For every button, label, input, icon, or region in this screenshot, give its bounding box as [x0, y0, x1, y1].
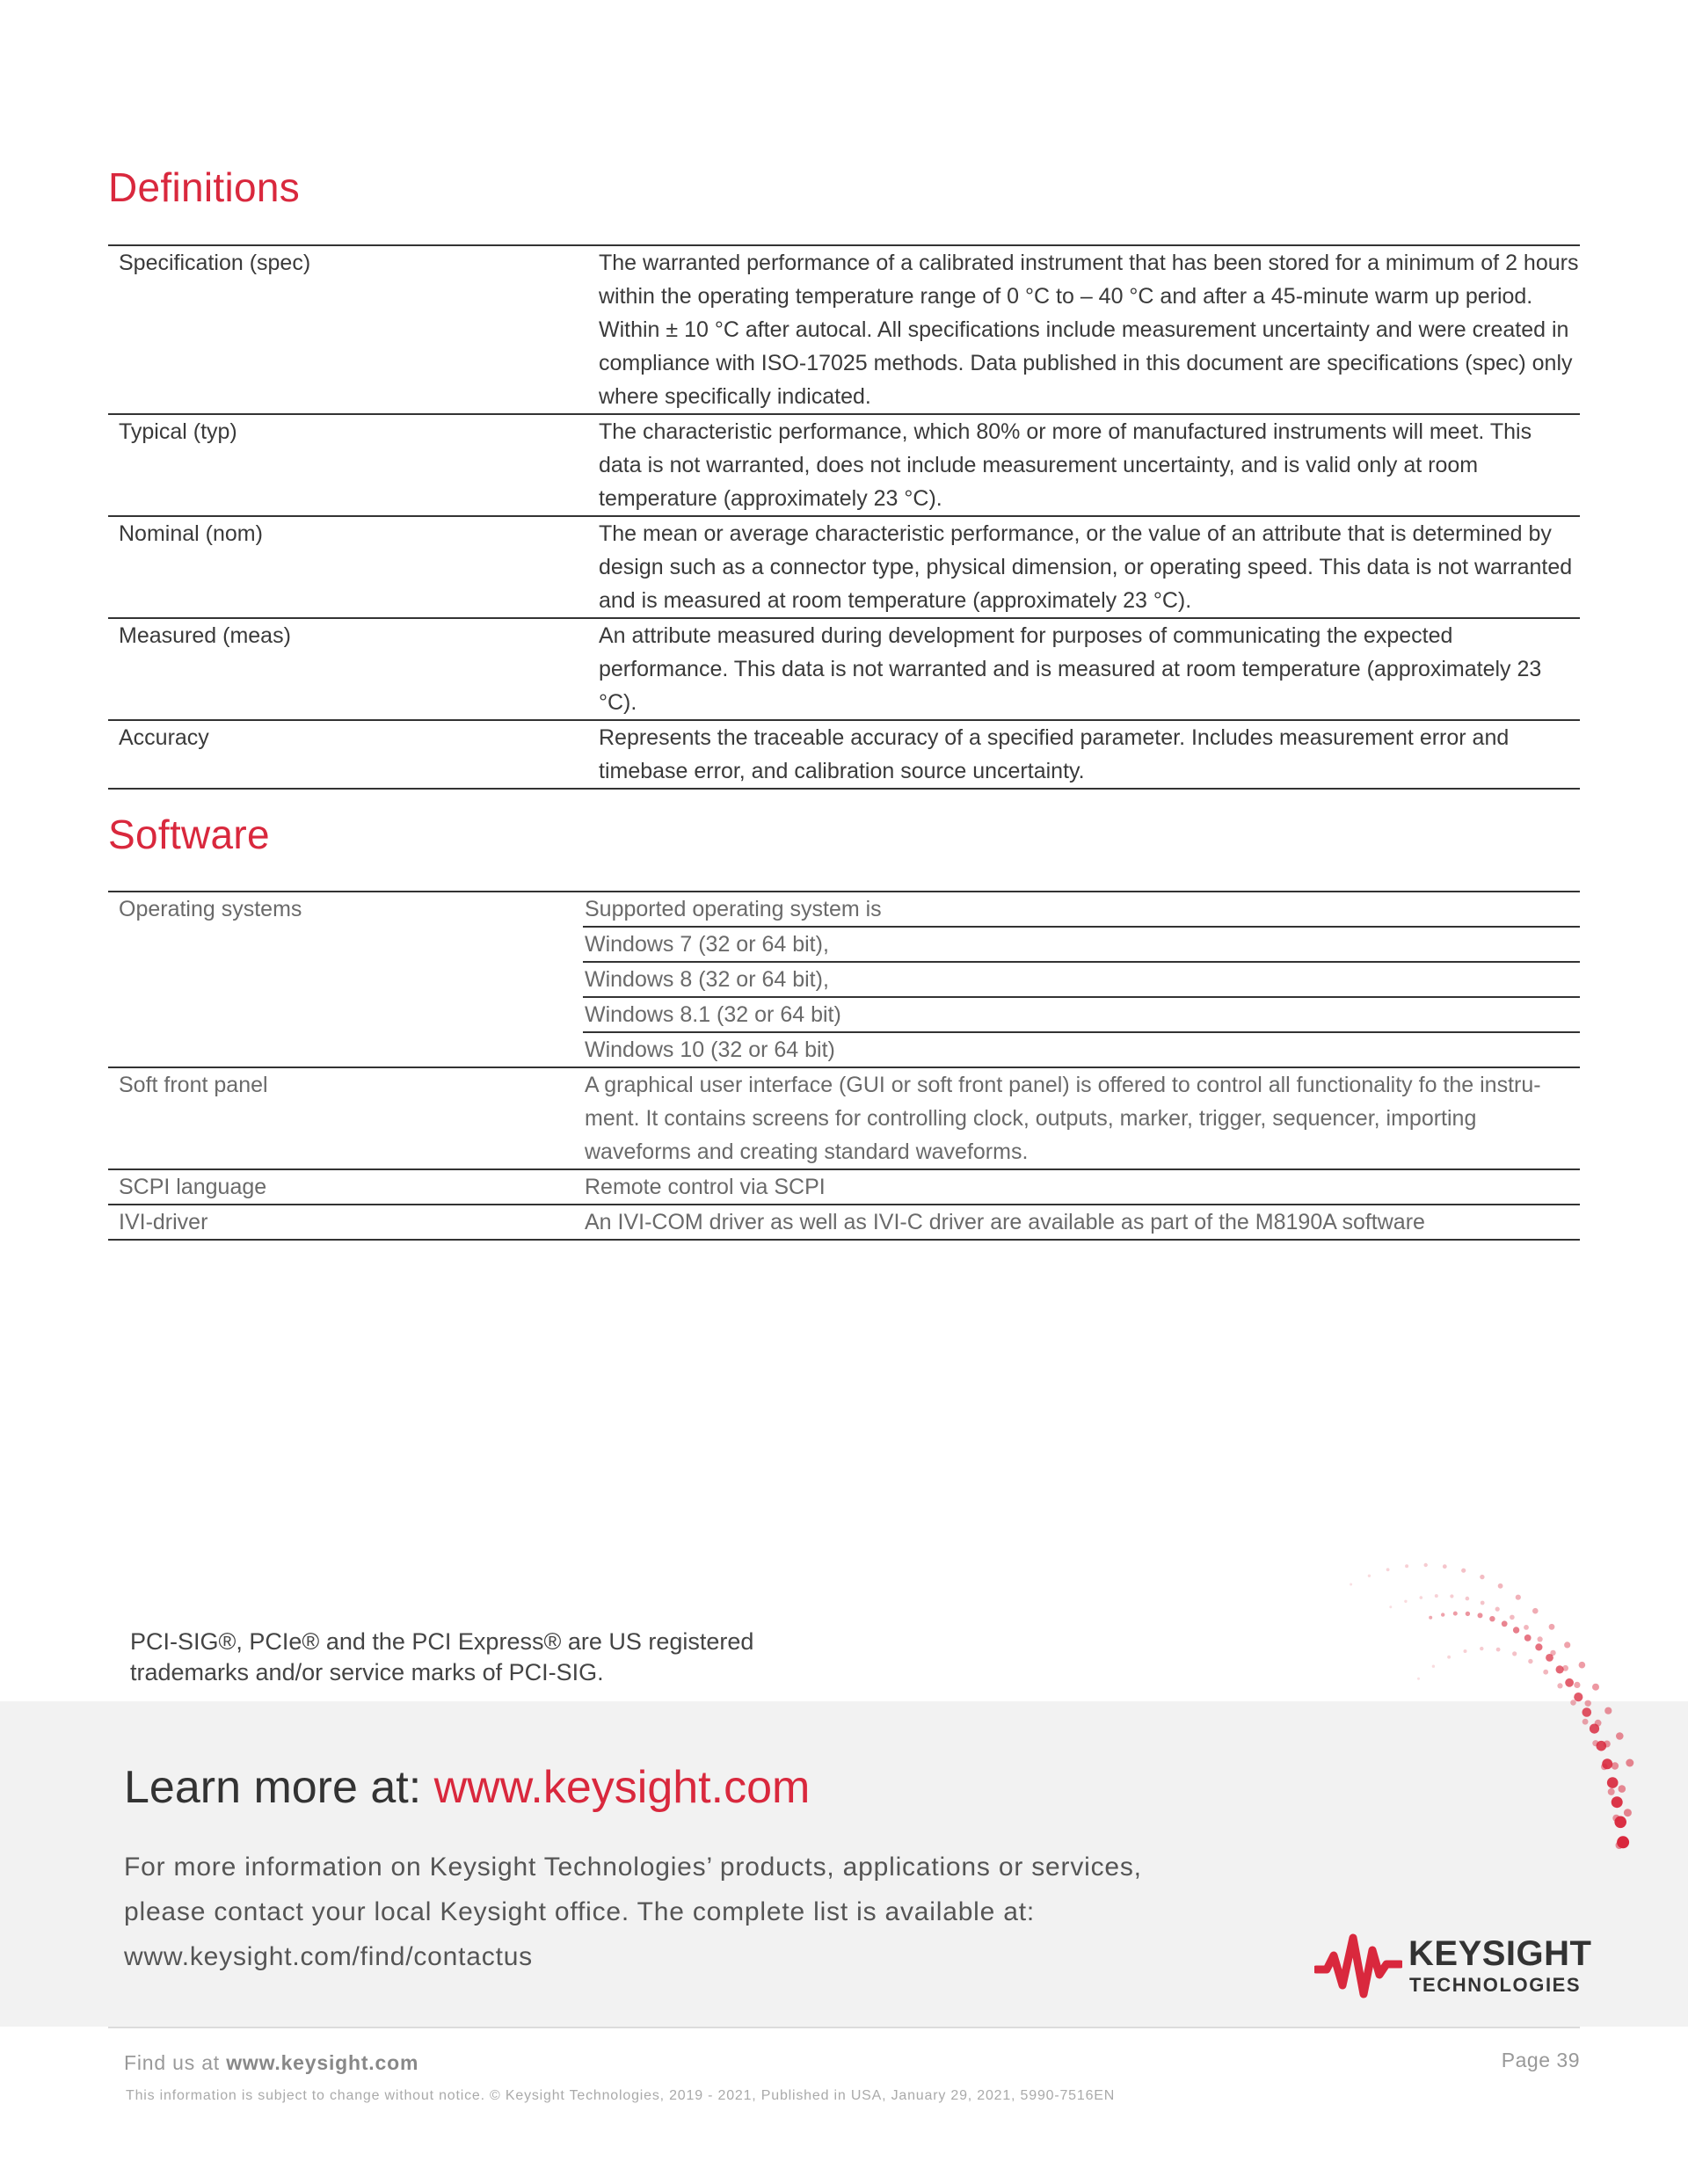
decorative-dot — [1612, 1796, 1623, 1808]
decorative-dot — [1510, 1615, 1515, 1620]
term-cell: Operating systems — [119, 897, 302, 921]
keysight-logo — [1314, 1931, 1592, 2001]
decorative-dot — [1532, 1608, 1539, 1614]
description-cell: Remote control via SCPI — [585, 1175, 826, 1199]
decorative-dot — [1524, 1634, 1532, 1642]
decorative-dot — [1429, 1616, 1432, 1620]
term-cell: Accuracy — [119, 725, 209, 750]
decorative-dot — [1466, 1612, 1470, 1616]
decorative-dot — [1626, 1759, 1633, 1767]
decorative-dot — [1417, 1678, 1420, 1680]
find-us-link[interactable]: www.keysight.com — [226, 2051, 419, 2074]
description-cell: The warranted performance of a calibrated instrument that has been stored for a minimum of 2 hours within the operating temperature range of 0 °C to – 40 °C and after a 45-minute warm up period. Within ± 10 °C after autocal. All specifications include measurement uncertainty and were created in compliance with ISO-17025 methods. Data published in this document are specifications (spec) only where specifically indicated. — [599, 251, 1579, 409]
decorative-dot — [1498, 1583, 1503, 1589]
description-cell: A graphical user interface (GUI or soft front panel) is offered to control all functionality fo the instru-ment. It contains screens for controlling clock, outputs, marker, trigger, sequencer, importing waveforms and creating standard waveforms. — [585, 1073, 1541, 1164]
decorative-dot — [1489, 1616, 1495, 1621]
software-table — [108, 891, 1580, 1241]
decorative-dot — [1432, 1665, 1435, 1668]
term-cell: Nominal (nom) — [119, 521, 263, 546]
definitions-title: Definitions — [108, 164, 301, 210]
decorative-dot — [1604, 1741, 1611, 1748]
decorative-dot — [1564, 1642, 1570, 1648]
decorative-dot — [1592, 1684, 1599, 1691]
table-row — [108, 1169, 1580, 1205]
decorative-dot — [1386, 1568, 1390, 1571]
decorative-dot — [1616, 1841, 1624, 1849]
os-list-cell — [583, 892, 1580, 1067]
decorative-dot — [1612, 1815, 1619, 1822]
decorative-dot — [1604, 1707, 1612, 1714]
decorative-dot — [1466, 1597, 1470, 1601]
description-cell: The mean or average characteristic performance, or the value of an attribute that is determined by design such as a connector type, physical dimension, or operating speed. This data is not warranted and is measured at room temperature (approximately 23 °C). — [599, 521, 1573, 613]
description-cell: The characteristic performance, which 80% or more of manufactured instruments will meet. This data is not warranted, does not include measurement uncertainty, and is valid only at room temperature (approximately 23 °C). — [599, 419, 1532, 511]
decorative-dot — [1579, 1662, 1586, 1669]
decorative-dot — [1461, 1569, 1466, 1573]
logo-subtitle: TECHNOLOGIES — [1409, 1974, 1582, 1996]
decorative-dot — [1550, 1650, 1555, 1656]
os-line: Windows 7 (32 or 64 bit), — [583, 928, 1580, 963]
decorative-dot — [1557, 1683, 1562, 1688]
description-cell: Represents the traceable accuracy of a specified parameter. Includes measurement error and timebase error, and calibration source uncertainty. — [599, 725, 1510, 783]
table-row — [108, 1205, 1580, 1240]
decorative-dot — [1582, 1707, 1592, 1717]
table-row — [108, 516, 1580, 618]
contact-link[interactable]: www.keysight.com/find/contactus — [124, 1942, 533, 1971]
decorative-dot — [1582, 1719, 1589, 1725]
decorative-dot — [1513, 1627, 1519, 1633]
term-cell: SCPI language — [119, 1175, 267, 1199]
decorative-dot — [1556, 1665, 1564, 1673]
decorative-dot — [1585, 1700, 1591, 1707]
logo-name: KEYSIGHT — [1408, 1934, 1592, 1973]
decorative-dot — [1404, 1600, 1407, 1603]
decorative-dot — [1478, 1613, 1483, 1618]
decorative-dot — [1574, 1682, 1580, 1688]
decorative-dot — [1435, 1594, 1438, 1598]
decorative-dots-graphic — [1231, 1398, 1688, 1855]
decorative-dot — [1565, 1678, 1574, 1687]
learn-more-prefix: Learn more at: — [124, 1762, 434, 1813]
term-cell: Measured (meas) — [119, 623, 291, 648]
term-cell: Typical (typ) — [119, 419, 237, 444]
decorative-dot — [1495, 1607, 1500, 1612]
decorative-dot — [1592, 1740, 1598, 1746]
footer-divider — [108, 2027, 1580, 2028]
decorative-dot — [1368, 1575, 1371, 1577]
decorative-dot — [1570, 1700, 1576, 1706]
trademark-notice — [130, 1627, 798, 1688]
decorative-dot — [1612, 1762, 1619, 1769]
os-line: Supported operating system is — [583, 892, 1580, 928]
decorative-dot — [1443, 1564, 1447, 1569]
software-title: Software — [108, 812, 270, 857]
decorative-dot — [1528, 1659, 1532, 1663]
page-number: Page 39 — [1501, 2049, 1580, 2071]
term-cell: Specification (spec) — [119, 251, 311, 275]
decorative-dot — [1450, 1594, 1453, 1598]
decorative-dot — [1464, 1649, 1467, 1653]
decorative-dot — [1549, 1624, 1555, 1630]
decorative-dot — [1441, 1613, 1444, 1616]
decorative-dot — [1595, 1720, 1602, 1727]
find-us-prefix: Find us at — [124, 2051, 227, 2074]
decorative-dot — [1616, 1732, 1624, 1740]
table-row — [108, 1067, 1580, 1169]
trademark-line: trademarks and/or service marks of PCI-SIG. — [130, 1659, 604, 1685]
decorative-dot — [1624, 1809, 1632, 1816]
disclaimer: This information is subject to change without notice. © Keysight Technologies, 2019 - 2021, Published in USA, January 29, 2021, 5990-7516EN — [126, 2088, 1116, 2103]
decorative-dot — [1512, 1651, 1517, 1656]
decorative-dot — [1496, 1648, 1501, 1652]
decorative-dot — [1608, 1788, 1615, 1795]
decorative-dot — [1574, 1693, 1582, 1701]
info-line: For more information on Keysight Technologies’ products, applications or services, — [124, 1853, 1142, 1882]
os-line: Windows 8.1 (32 or 64 bit) — [583, 998, 1580, 1033]
info-line: please contact your local Keysight office. The complete list is available at: — [124, 1897, 1036, 1926]
os-line: Windows 8 (32 or 64 bit), — [583, 963, 1580, 998]
find-us — [124, 2051, 418, 2075]
decorative-dot — [1424, 1563, 1428, 1567]
decorative-dot — [1480, 1575, 1484, 1579]
learn-more-link[interactable]: www.keysight.com — [433, 1762, 811, 1813]
learn-more-heading — [124, 1761, 810, 1814]
decorative-dot — [1481, 1601, 1485, 1605]
decorative-dot — [1607, 1777, 1619, 1788]
description-cell: An attribute measured during development for purposes of communicating the expected performance. This data is not warranted and is measured at room temperature (approximately 23 °C). — [599, 623, 1542, 715]
decorative-dot — [1502, 1620, 1508, 1627]
os-line: Windows 10 (32 or 64 bit) — [585, 1037, 835, 1062]
decorative-dot — [1524, 1625, 1529, 1630]
table-row — [108, 892, 1580, 1067]
wave-logo-icon — [1314, 1931, 1402, 2001]
decorative-dot — [1405, 1564, 1408, 1568]
decorative-dot — [1619, 1785, 1626, 1793]
decorative-dot — [1350, 1583, 1352, 1586]
decorative-dot — [1535, 1643, 1542, 1650]
decorative-dot — [1420, 1596, 1423, 1599]
description-cell: An IVI-COM driver as well as IVI-C driver are available as part of the M8190A software — [585, 1210, 1425, 1234]
term-cell: Soft front panel — [119, 1073, 268, 1097]
decorative-dot — [1447, 1656, 1451, 1659]
decorative-dot — [1453, 1612, 1458, 1616]
decorative-dot — [1538, 1636, 1543, 1642]
table-row — [108, 618, 1580, 720]
trademark-line: PCI-SIG®, PCIe® and the PCI Express® are US registered — [130, 1628, 754, 1655]
definitions-table — [108, 244, 1580, 790]
decorative-dot — [1543, 1670, 1548, 1675]
decorative-dot — [1516, 1595, 1521, 1600]
decorative-dot — [1480, 1647, 1483, 1650]
decorative-dot — [1389, 1605, 1392, 1608]
decorative-dot — [1601, 1764, 1608, 1771]
decorative-dot — [1562, 1665, 1568, 1671]
more-info-text — [124, 1845, 1179, 1979]
term-cell: IVI-driver — [119, 1210, 208, 1234]
table-row — [108, 720, 1580, 789]
table-row — [108, 245, 1580, 414]
table-row — [108, 414, 1580, 516]
